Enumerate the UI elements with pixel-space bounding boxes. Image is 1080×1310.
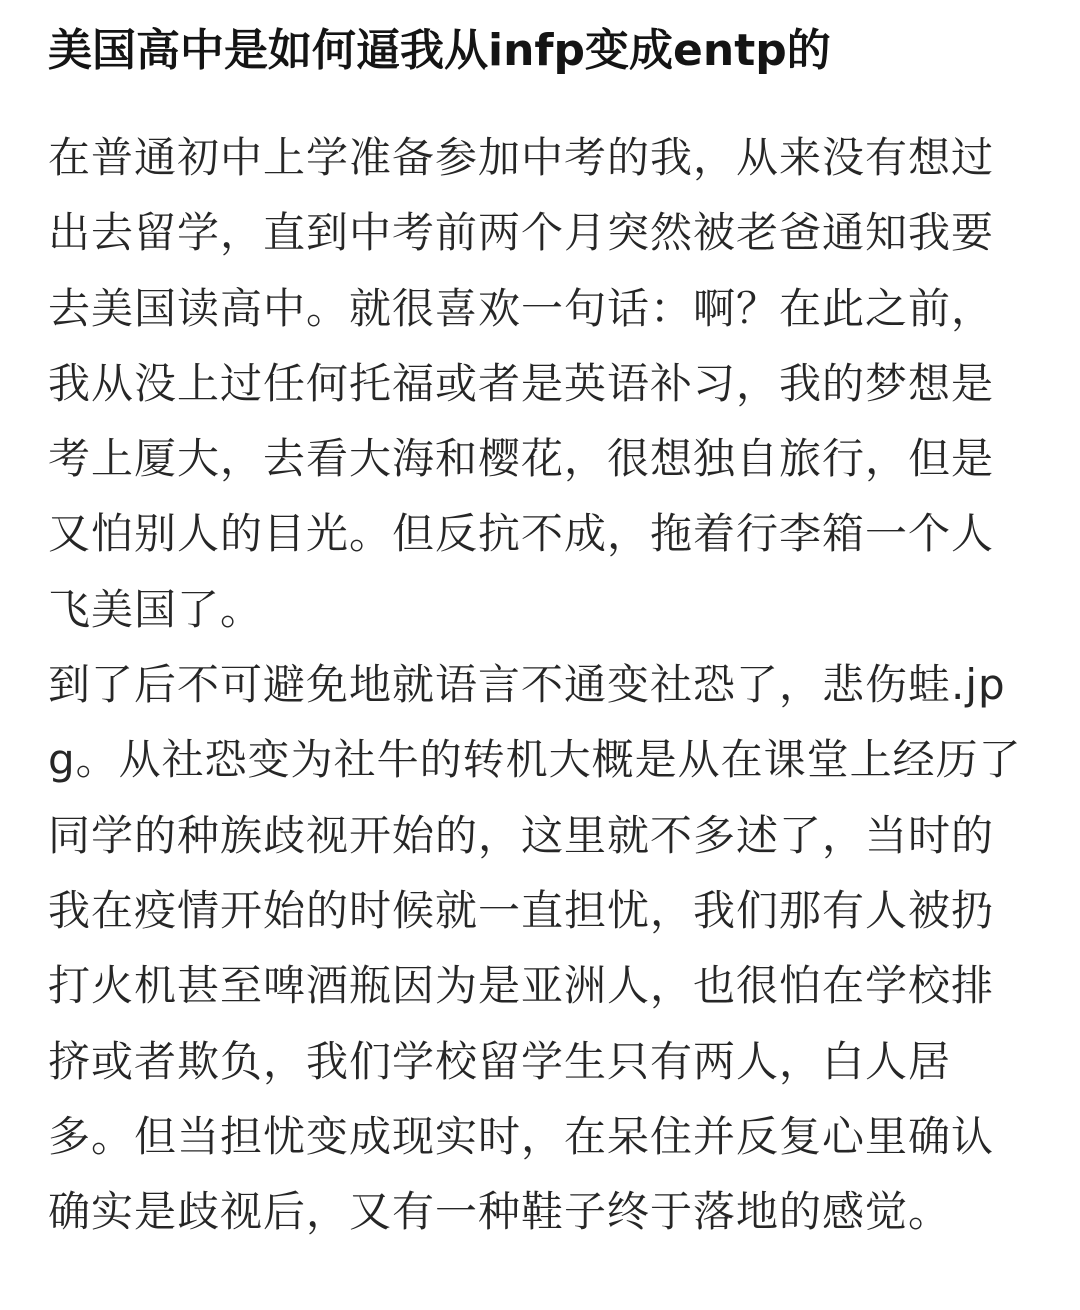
post-body bbox=[48, 120, 1034, 1249]
post-paragraph: 在普通初中上学准备参加中考的我，从来没有想过出去留学，直到中考前两个月突然被老爸通知我要去美国读高中。就很喜欢一句话：啊？在此之前，我从没上过任何托福或者是英语补习，我的梦想是考上厦大，去看大海和樱花，很想独自旅行，但是又怕别人的目光。但反抗不成，拖着行李箱一个人飞美国了。 bbox=[48, 133, 995, 634]
post-paragraph: 到了后不可避免地就语言不通变社恐了，悲伤蛙.jpg。从社恐变为社牛的转机大概是从在课堂上经历了同学的种族歧视开始的，这里就不多述了，当时的我在疫情开始的时候就一直担忧，我们那有人被扔打火机甚至啤酒瓶因为是亚洲人，也很怕在学校排挤或者欺负，我们学校留学生只有两人，白人居多。但当担忧变成现实时，在呆住并反复心里确认确实是歧视后，又有一种鞋子终于落地的感觉。 bbox=[48, 660, 1022, 1237]
post-title: 美国高中是如何逼我从infp变成entp的 bbox=[48, 25, 831, 76]
